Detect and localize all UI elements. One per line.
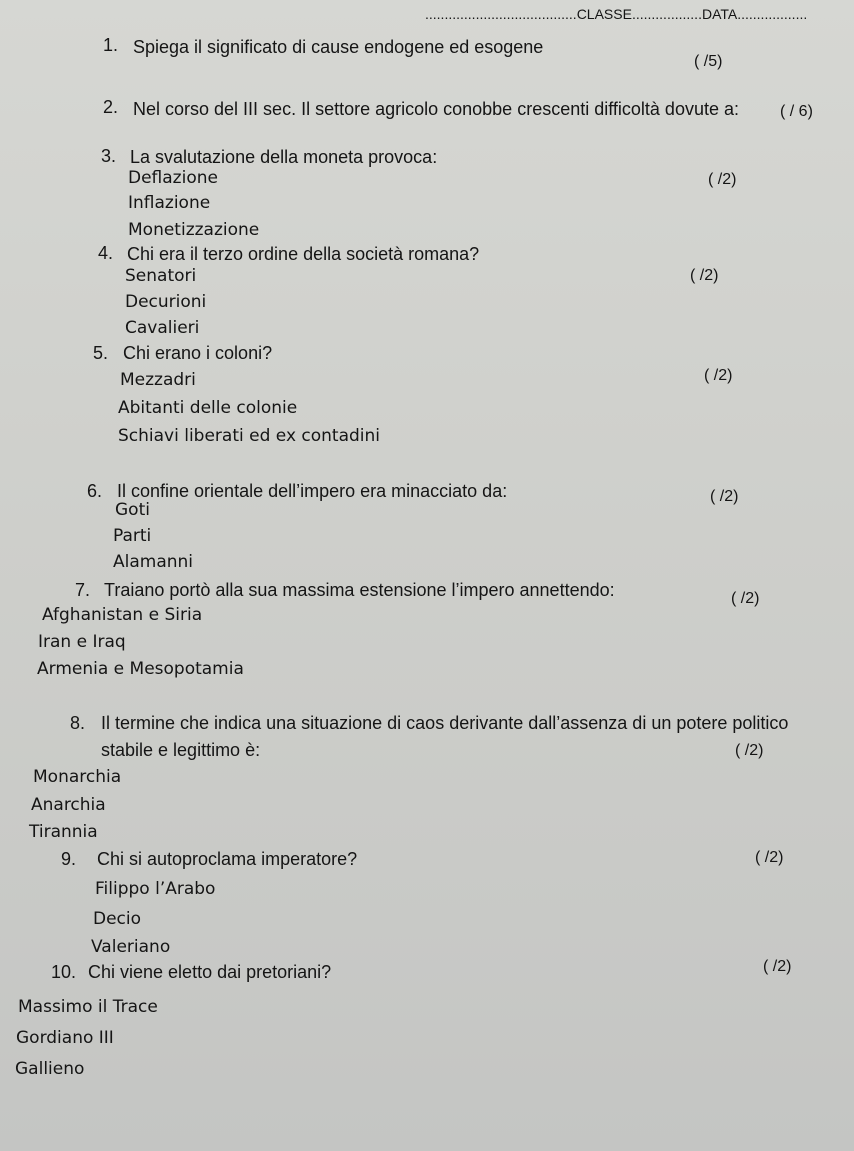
q9-option: Valeriano: [91, 937, 171, 957]
q5-option: Schiavi liberati ed ex contadini: [118, 426, 381, 446]
q4-option: Cavalieri: [125, 318, 200, 338]
q3-number: 3.: [101, 146, 117, 166]
q7-option: Armenia e Mesopotamia: [37, 659, 244, 679]
q3-option: Inflazione: [128, 193, 211, 213]
q6-option: Parti: [113, 526, 152, 546]
q9-text: Chi si autoproclama imperatore?: [97, 849, 358, 869]
q3-text: La svalutazione della moneta provoca:: [130, 147, 438, 167]
q4-points: ( /2): [690, 267, 719, 284]
q3-option: Deflazione: [128, 168, 218, 188]
q5-option: Abitanti delle colonie: [118, 398, 298, 418]
q6-text: Il confine orientale dell’impero era minacciato da:: [117, 481, 508, 501]
q8-text: Il termine che indica una situazione di caos derivante dall’assenza di un potere politico: [101, 713, 789, 733]
q7-option: Iran e Iraq: [38, 632, 126, 652]
q8-option: Monarchia: [33, 767, 122, 787]
q9-option: Decio: [93, 909, 142, 929]
q8-text-continued: stabile e legittimo è:: [101, 740, 261, 760]
q8-option: Tirannia: [29, 822, 98, 842]
q3-points: ( /2): [708, 171, 737, 188]
q2-text: Nel corso del III sec. Il settore agricolo conobbe crescenti difficoltà dovute a:: [133, 99, 739, 119]
q4-text: Chi era il terzo ordine della società romana?: [127, 244, 480, 264]
q8-points: ( /2): [735, 742, 764, 759]
q8-option: Anarchia: [31, 795, 106, 815]
q7-option: Afghanistan e Siria: [42, 605, 203, 625]
q8-number: 8.: [70, 713, 86, 733]
q6-number: 6.: [87, 481, 103, 501]
q9-number: 9.: [61, 849, 77, 869]
q10-number: 10.: [51, 962, 77, 982]
q4-option: Decurioni: [125, 292, 207, 312]
q3-option: Monetizzazione: [128, 220, 260, 240]
q2-number: 2.: [103, 97, 119, 117]
q10-text: Chi viene eletto dai pretoriani?: [88, 962, 332, 982]
q1-points: ( /5): [694, 53, 723, 70]
q2-points: ( / 6): [780, 103, 813, 120]
header-class-date: .......................................CLASSE..................DATA..................: [425, 6, 808, 22]
q5-option: Mezzadri: [120, 370, 196, 390]
q6-option: Goti: [115, 500, 150, 520]
q7-text: Traiano portò alla sua massima estensione l’impero annettendo:: [104, 580, 615, 600]
q9-points: ( /2): [755, 849, 784, 866]
q4-option: Senatori: [125, 266, 197, 286]
q10-points: ( /2): [763, 958, 792, 975]
q5-number: 5.: [93, 343, 109, 363]
q7-points: ( /2): [731, 590, 760, 607]
q10-option: Massimo il Trace: [18, 997, 158, 1017]
q6-option: Alamanni: [113, 552, 194, 572]
q9-option: Filippo l’Arabo: [95, 879, 216, 899]
q1-text: Spiega il significato di cause endogene ed esogene: [133, 37, 544, 57]
q10-option: Gordiano III: [16, 1028, 114, 1048]
q4-number: 4.: [98, 243, 114, 263]
q7-number: 7.: [75, 580, 91, 600]
q6-points: ( /2): [710, 488, 739, 505]
q1-number: 1.: [103, 35, 119, 55]
q5-text: Chi erano i coloni?: [123, 343, 273, 363]
q5-points: ( /2): [704, 367, 733, 384]
q10-option: Gallieno: [15, 1059, 85, 1079]
